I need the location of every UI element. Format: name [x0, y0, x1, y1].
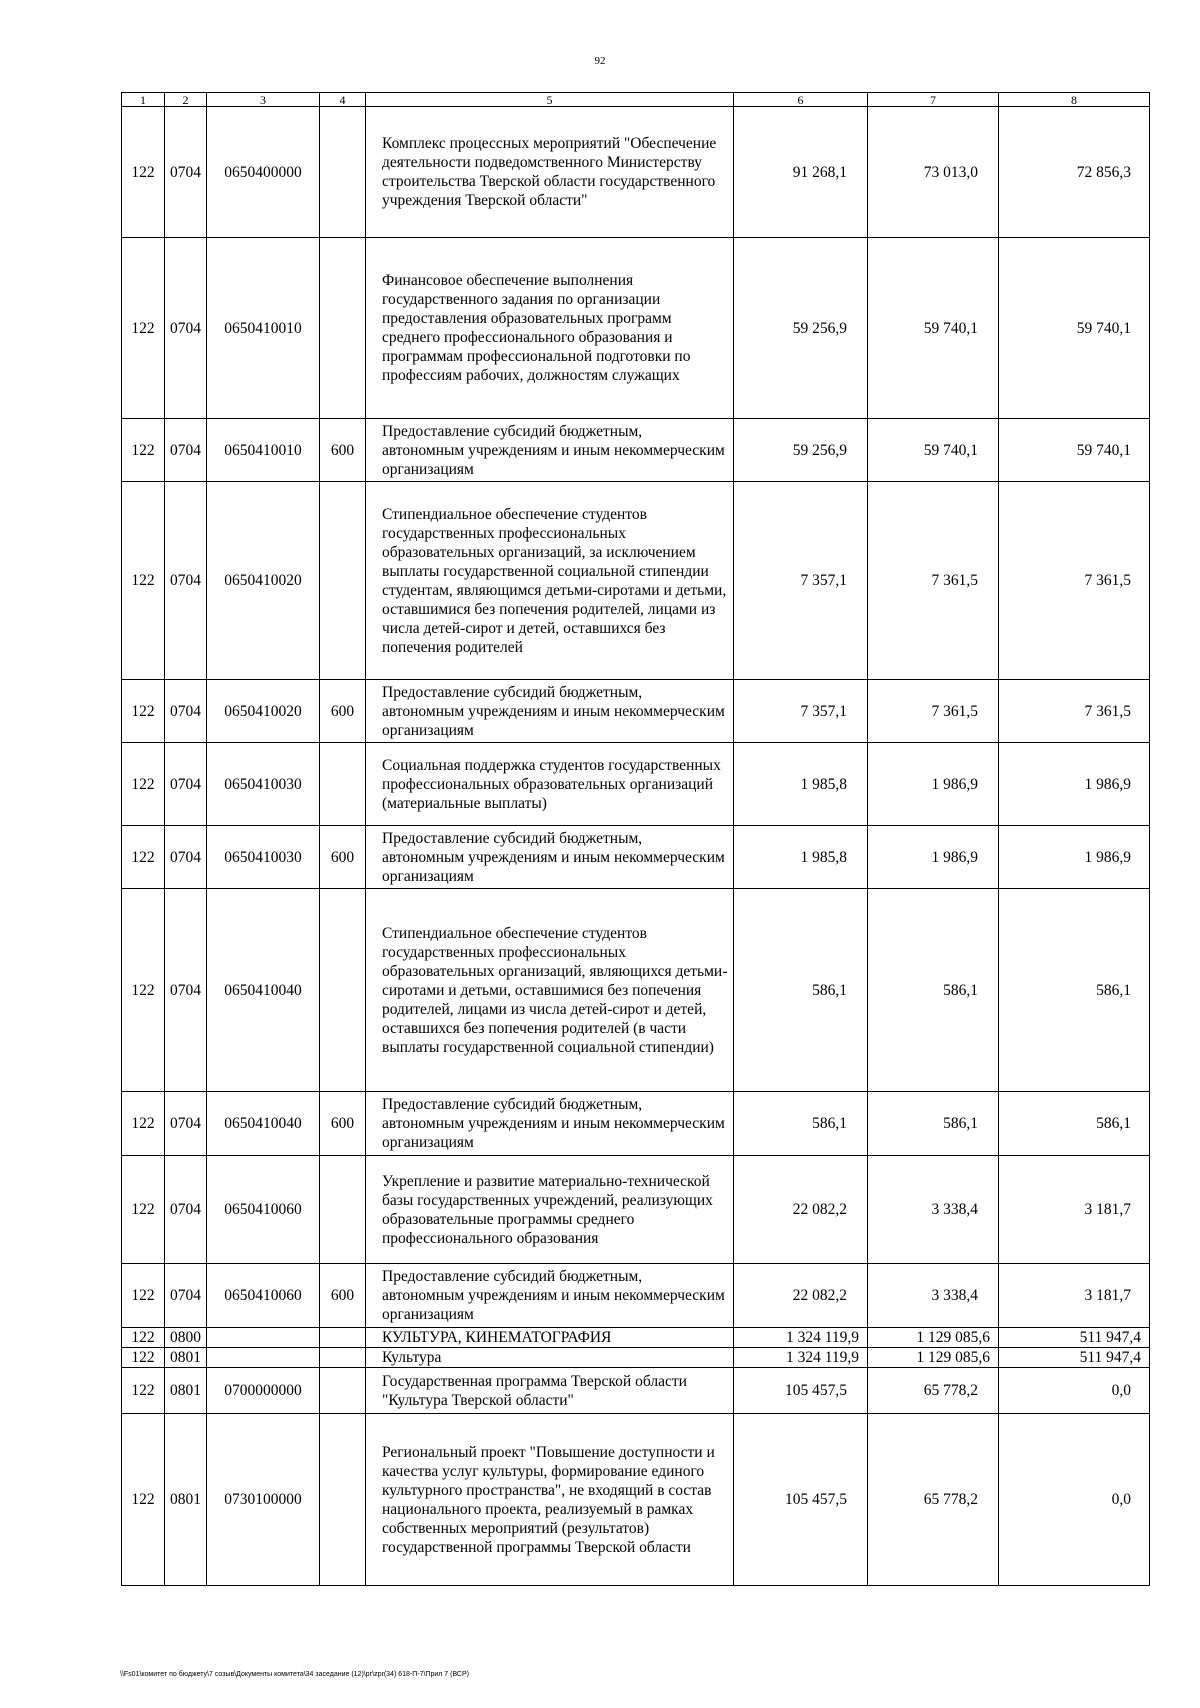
cell-expense-type: 600 — [320, 1264, 366, 1328]
cell-expense-type — [320, 1328, 366, 1348]
cell-amount-col6: 22 082,2 — [734, 1156, 868, 1264]
col-header-6: 6 — [734, 93, 868, 107]
cell-amount-col7: 3 338,4 — [868, 1264, 999, 1328]
col-header-2: 2 — [165, 93, 207, 107]
cell-expense-type: 600 — [320, 680, 366, 743]
header-row — [122, 93, 1150, 107]
cell-amount-col6: 1 985,8 — [734, 743, 868, 826]
cell-amount-col8: 0,0 — [999, 1414, 1150, 1586]
cell-section: 0801 — [165, 1414, 207, 1586]
cell-section: 0704 — [165, 1156, 207, 1264]
cell-description: КУЛЬТУРА, КИНЕМАТОГРАФИЯ — [366, 1328, 734, 1348]
cell-expense-type — [320, 238, 366, 419]
cell-expense-type — [320, 482, 366, 680]
col-header-4: 4 — [320, 93, 366, 107]
cell-description: Стипендиальное обеспечение студентов государственных профессиональных образовательных организаций, за исключением выплаты государственной социальной стипендии студентам, являющимся детьми-сиротами и детьми, оставшимися без попечения родителей, лицами из числа детей-сирот и детей, оставшихся без попечения родителей — [366, 482, 734, 680]
cell-section: 0704 — [165, 419, 207, 482]
cell-section: 0704 — [165, 482, 207, 680]
cell-amount-col8: 59 740,1 — [999, 419, 1150, 482]
cell-amount-col8: 586,1 — [999, 1092, 1150, 1156]
cell-expense-type: 600 — [320, 826, 366, 889]
cell-description: Предоставление субсидий бюджетным, автономным учреждениям и иным некоммерческим организациям — [366, 419, 734, 482]
cell-amount-col7: 65 778,2 — [868, 1414, 999, 1586]
cell-department: 122 — [122, 1092, 165, 1156]
cell-amount-col7: 7 361,5 — [868, 482, 999, 680]
cell-amount-col7: 1 129 085,6 — [868, 1328, 999, 1348]
cell-expense-type: 600 — [320, 419, 366, 482]
cell-target-article: 0650410010 — [207, 238, 320, 419]
cell-amount-col7: 1 986,9 — [868, 826, 999, 889]
cell-expense-type — [320, 1156, 366, 1264]
cell-target-article: 0700000000 — [207, 1368, 320, 1414]
page-number: 92 — [594, 55, 606, 67]
cell-amount-col8: 511 947,4 — [999, 1348, 1150, 1368]
table-row — [122, 1348, 1150, 1368]
cell-description: Финансовое обеспечение выполнения государственного задания по организации предоставления образовательных программ среднего профессионального образования и программам профессиональной подготовки по профессиям рабочих, должностям служащих — [366, 238, 734, 419]
cell-amount-col8: 7 361,5 — [999, 680, 1150, 743]
table-row — [122, 1092, 1150, 1156]
table-row — [122, 1156, 1150, 1264]
budget-table — [121, 92, 1150, 1586]
cell-amount-col8: 3 181,7 — [999, 1156, 1150, 1264]
cell-department: 122 — [122, 1264, 165, 1328]
col-header-7: 7 — [868, 93, 999, 107]
cell-description: Комплекс процессных мероприятий "Обеспечение деятельности подведомственного Министерству строительства Тверской области государственного учреждения Тверской области" — [366, 107, 734, 238]
table-row — [122, 680, 1150, 743]
cell-department: 122 — [122, 482, 165, 680]
cell-target-article: 0730100000 — [207, 1414, 320, 1586]
cell-expense-type — [320, 889, 366, 1092]
cell-amount-col7: 1 986,9 — [868, 743, 999, 826]
cell-department: 122 — [122, 1328, 165, 1348]
cell-target-article: 0650410030 — [207, 826, 320, 889]
cell-amount-col6: 59 256,9 — [734, 238, 868, 419]
cell-amount-col7: 586,1 — [868, 889, 999, 1092]
cell-amount-col8: 72 856,3 — [999, 107, 1150, 238]
cell-description: Государственная программа Тверской области "Культура Тверской области" — [366, 1368, 734, 1414]
cell-amount-col8: 7 361,5 — [999, 482, 1150, 680]
cell-section: 0704 — [165, 1092, 207, 1156]
cell-amount-col6: 1 324 119,9 — [734, 1328, 868, 1348]
cell-department: 122 — [122, 238, 165, 419]
table-row — [122, 107, 1150, 238]
cell-amount-col8: 59 740,1 — [999, 238, 1150, 419]
cell-section: 0801 — [165, 1368, 207, 1414]
cell-department: 122 — [122, 743, 165, 826]
cell-department: 122 — [122, 889, 165, 1092]
cell-amount-col6: 586,1 — [734, 1092, 868, 1156]
cell-department: 122 — [122, 1348, 165, 1368]
table-row — [122, 1264, 1150, 1328]
cell-amount-col7: 7 361,5 — [868, 680, 999, 743]
cell-expense-type: 600 — [320, 1092, 366, 1156]
cell-expense-type — [320, 1414, 366, 1586]
cell-department: 122 — [122, 1414, 165, 1586]
col-header-3: 3 — [207, 93, 320, 107]
cell-department: 122 — [122, 826, 165, 889]
cell-expense-type — [320, 1348, 366, 1368]
cell-amount-col6: 7 357,1 — [734, 680, 868, 743]
cell-target-article: 0650410040 — [207, 1092, 320, 1156]
cell-target-article: 0650410020 — [207, 680, 320, 743]
table-row — [122, 238, 1150, 419]
cell-amount-col6: 1 324 119,9 — [734, 1348, 868, 1368]
cell-target-article — [207, 1348, 320, 1368]
cell-description: Предоставление субсидий бюджетным, автономным учреждениям и иным некоммерческим организациям — [366, 1264, 734, 1328]
cell-description: Предоставление субсидий бюджетным, автономным учреждениям и иным некоммерческим организациям — [366, 826, 734, 889]
cell-amount-col8: 1 986,9 — [999, 826, 1150, 889]
table-row — [122, 743, 1150, 826]
cell-section: 0704 — [165, 238, 207, 419]
col-header-8: 8 — [999, 93, 1150, 107]
cell-target-article: 0650410060 — [207, 1156, 320, 1264]
cell-description: Укрепление и развитие материально-технической базы государственных учреждений, реализующих образовательные программы среднего профессионального образования — [366, 1156, 734, 1264]
cell-amount-col7: 586,1 — [868, 1092, 999, 1156]
cell-amount-col8: 511 947,4 — [999, 1328, 1150, 1348]
cell-section: 0704 — [165, 743, 207, 826]
cell-expense-type — [320, 1368, 366, 1414]
cell-section: 0801 — [165, 1348, 207, 1368]
cell-target-article: 0650410010 — [207, 419, 320, 482]
cell-amount-col6: 1 985,8 — [734, 826, 868, 889]
cell-target-article: 0650410060 — [207, 1264, 320, 1328]
cell-amount-col7: 73 013,0 — [868, 107, 999, 238]
cell-description: Социальная поддержка студентов государственных профессиональных образовательных организаций (материальные выплаты) — [366, 743, 734, 826]
cell-target-article: 0650400000 — [207, 107, 320, 238]
cell-section: 0704 — [165, 107, 207, 238]
cell-amount-col6: 105 457,5 — [734, 1368, 868, 1414]
table-row — [122, 1414, 1150, 1586]
cell-expense-type — [320, 107, 366, 238]
cell-department: 122 — [122, 419, 165, 482]
cell-amount-col7: 3 338,4 — [868, 1156, 999, 1264]
cell-amount-col8: 0,0 — [999, 1368, 1150, 1414]
cell-amount-col8: 1 986,9 — [999, 743, 1150, 826]
cell-section: 0704 — [165, 680, 207, 743]
table-row — [122, 889, 1150, 1092]
cell-amount-col6: 7 357,1 — [734, 482, 868, 680]
cell-amount-col6: 91 268,1 — [734, 107, 868, 238]
table-row — [122, 419, 1150, 482]
cell-amount-col7: 59 740,1 — [868, 238, 999, 419]
cell-amount-col7: 1 129 085,6 — [868, 1348, 999, 1368]
cell-description: Предоставление субсидий бюджетным, автономным учреждениям и иным некоммерческим организациям — [366, 1092, 734, 1156]
cell-description: Культура — [366, 1348, 734, 1368]
cell-expense-type — [320, 743, 366, 826]
cell-amount-col8: 3 181,7 — [999, 1264, 1150, 1328]
cell-amount-col6: 105 457,5 — [734, 1414, 868, 1586]
cell-description: Региональный проект "Повышение доступности и качества услуг культуры, формирование единого культурного пространства", не входящий в состав национального проекта, реализуемый в рамках собственных мероприятий (результатов) государственной программы Тверской области — [366, 1414, 734, 1586]
col-header-5: 5 — [366, 93, 734, 107]
cell-section: 0704 — [165, 889, 207, 1092]
cell-amount-col7: 65 778,2 — [868, 1368, 999, 1414]
cell-description: Предоставление субсидий бюджетным, автономным учреждениям и иным некоммерческим организациям — [366, 680, 734, 743]
cell-amount-col7: 59 740,1 — [868, 419, 999, 482]
table-row — [122, 826, 1150, 889]
cell-target-article: 0650410040 — [207, 889, 320, 1092]
cell-department: 122 — [122, 1368, 165, 1414]
cell-amount-col6: 22 082,2 — [734, 1264, 868, 1328]
cell-target-article: 0650410030 — [207, 743, 320, 826]
table-row — [122, 1368, 1150, 1414]
cell-amount-col6: 586,1 — [734, 889, 868, 1092]
cell-department: 122 — [122, 1156, 165, 1264]
table-row — [122, 1328, 1150, 1348]
cell-department: 122 — [122, 680, 165, 743]
cell-section: 0800 — [165, 1328, 207, 1348]
cell-amount-col8: 586,1 — [999, 889, 1150, 1092]
cell-description: Стипендиальное обеспечение студентов государственных профессиональных образовательных организаций, являющихся детьми-сиротами и детьми, оставшимися без попечения родителей, лицами из числа детей-сирот и детей, оставшихся без попечения родителей (в части выплаты государственной социальной стипендии) — [366, 889, 734, 1092]
table-row — [122, 482, 1150, 680]
cell-section: 0704 — [165, 1264, 207, 1328]
cell-target-article — [207, 1328, 320, 1348]
cell-target-article: 0650410020 — [207, 482, 320, 680]
cell-amount-col6: 59 256,9 — [734, 419, 868, 482]
cell-section: 0704 — [165, 826, 207, 889]
col-header-1: 1 — [122, 93, 165, 107]
cell-department: 122 — [122, 107, 165, 238]
file-path-footer: \\Fs01\комитет по бюджету\7 созыв\Документы комитета\34 заседание (12)\рг\zpr(34) 618-П-7\Прил 7 (ВСР) — [120, 1671, 469, 1678]
